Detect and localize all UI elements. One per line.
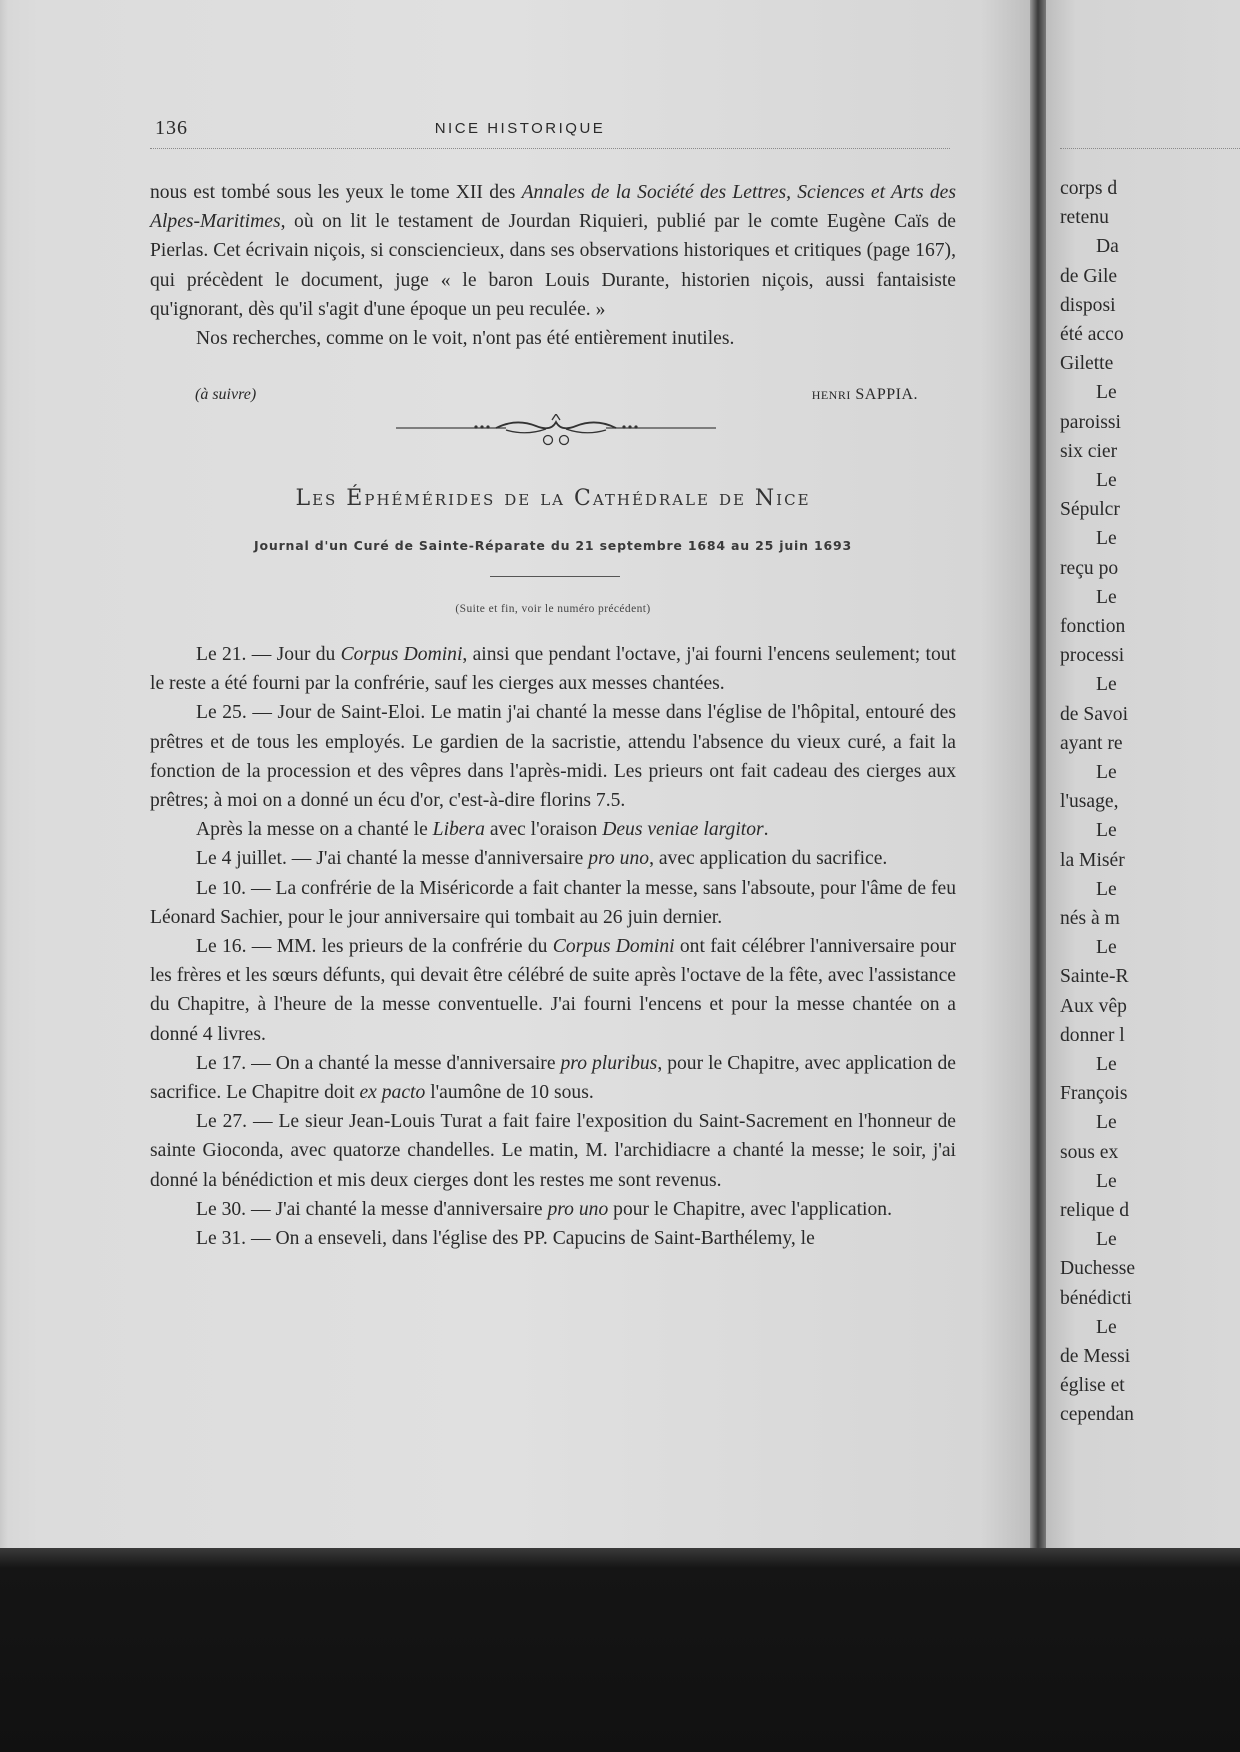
previous-article-paragraph: nous est tombé sous les yeux le tome XII des Annales de la Société des Lettres, Sciences et Arts des Alpes-Maritimes, où on lit le testament de Jourdan Riquieri, publié par le comte Eugène Caïs de Pierlas. Cet écrivain niçois, si consciencieux, dans ses observations historiques et critiques (page 167), qui précèdent le document, juge « le baron Louis Durante, historien niçois, aussi fantaisiste qu'ignorant, dès qu'il s'agit d'une époque un peu reculée. »: [150, 182, 956, 320]
journal-entry: Le 17. — On a chanté la messe d'anniversaire pro pluribus, pour le Chapitre, avec application de sacrifice. Le Chapitre doit ex pacto l'aumône de 10 sous.: [150, 1052, 956, 1104]
right-page-fragment: disposi: [1060, 294, 1116, 316]
right-page-fragment: Le: [1096, 586, 1117, 608]
author-first-name: HENRI: [811, 388, 851, 402]
right-page-fragment: de Gile: [1060, 265, 1118, 287]
right-page-fragment: François: [1060, 1083, 1128, 1105]
right-page-fragment: donner l: [1060, 1024, 1125, 1046]
header-rule: [150, 148, 950, 149]
book-gutter: [1030, 0, 1046, 1560]
right-page-fragment: nés à m: [1060, 908, 1120, 929]
right-page-fragment: paroissi: [1060, 411, 1121, 433]
right-page-fragment: Le: [1096, 1112, 1117, 1134]
journal-entry: Le 4 juillet. — J'ai chanté la messe d'anniversaire pro uno, avec application du sacrifice.: [196, 848, 888, 870]
right-page-fragment: Le: [1096, 470, 1117, 491]
journal-entry: Après la messe on a chanté le Libera avec l'oraison Deus veniae largitor.: [196, 819, 769, 841]
journal-entry: Le 16. — MM. les prieurs de la confrérie du Corpus Domini ont fait célébrer l'anniversaire pour les frères et les sœurs défunts, qui devait être célébré de suite après l'octave de la fête, avec l'assistance du Chapitre, à l'heure de la messe conventuelle. J'ai fourni l'encens et pour la messe chantée on a donné 4 livres.: [150, 936, 956, 1045]
right-page-fragment: bénédicti: [1060, 1287, 1132, 1309]
right-page-fragment: Sépulcr: [1060, 499, 1120, 521]
right-page-fragment: Le: [1096, 1316, 1117, 1338]
running-head: NICE HISTORIQUE: [434, 120, 606, 137]
right-page-fragment: de Savoi: [1060, 703, 1129, 725]
previous-article-text: [150, 178, 956, 353]
author-signature: [700, 386, 918, 404]
right-page-fragment: de Messi: [1060, 1346, 1131, 1367]
right-page-fragment: Duchesse: [1060, 1258, 1136, 1280]
title-rule: [490, 576, 620, 577]
right-page-fragment: Da: [1096, 236, 1119, 258]
right-page-fragment: Sainte-R: [1060, 966, 1129, 988]
ornament-divider-icon: [396, 414, 716, 448]
right-page-fragment: été acco: [1060, 324, 1124, 345]
journal-entry: Le 10. — La confrérie de la Miséricorde a fait chanter la messe, sans l'absoute, pour l'âme de feu Léonard Sachier, pour le jour anniversaire qui tombait au 26 juin dernier.: [150, 877, 956, 928]
right-page-fragment: Le: [1096, 878, 1117, 900]
right-page-fragment: Aux vêp: [1060, 995, 1127, 1017]
right-page-fragment: Le: [1096, 937, 1117, 959]
right-page-fragment: Le: [1096, 382, 1117, 404]
right-page-fragment: Le: [1096, 1054, 1117, 1075]
journal-entries: [150, 640, 956, 1253]
to-be-continued: (à suivre): [195, 386, 257, 403]
journal-entry: Le 25. — Jour de Saint-Eloi. Le matin j'ai chanté la messe dans l'église de l'hôpital, entouré des prêtres et de tous les employés. Le gardien de la sacristie, attendu l'absence du vieux curé, a fait la fonction de la procession et des vêpres dans l'après-midi. Les prieurs ont fait cadeau des cierges aux prêtres; à moi on a donné un écu d'or, c'est-à-dire florins 7.5.: [150, 702, 956, 812]
article-title: Les Éphémérides de la Cathédrale de Nice: [295, 486, 811, 511]
right-page-fragment: Le: [1096, 674, 1117, 696]
continuation-note: (Suite et fin, voir le numéro précédent): [455, 603, 651, 615]
right-page-fragment: Le: [1096, 762, 1117, 783]
right-page-fragment: église et: [1060, 1375, 1125, 1397]
journal-entry: Le 31. — On a enseveli, dans l'église des PP. Capucins de Saint-Barthélemy, le: [196, 1228, 815, 1250]
article-subtitle: Journal d'un Curé de Sainte-Réparate du 21 septembre 1684 au 25 juin 1693: [254, 538, 852, 553]
right-page-fragment: Le: [1096, 1229, 1117, 1251]
right-page-fragment: ayant re: [1060, 732, 1123, 754]
journal-entry: Le 21. — Jour du Corpus Domini, ainsi que pendant l'octave, j'ai fourni l'encens seulement; tout le reste a été fourni par la confrérie, sauf les cierges aux messes chantées.: [150, 644, 956, 695]
right-page-fragment: Le: [1096, 820, 1117, 842]
right-page-fragment: l'usage,: [1060, 791, 1119, 813]
right-page-fragment: corps d: [1060, 178, 1118, 199]
right-page-fragment: fonction: [1060, 616, 1126, 637]
right-page-fragment: la Misér: [1060, 849, 1125, 871]
right-page-fragment: Gilette: [1060, 353, 1114, 375]
page-number: 136: [155, 117, 188, 139]
right-page-fragment: relique d: [1060, 1200, 1130, 1221]
right-page-text-fragments: [1058, 0, 1240, 1550]
right-page-fragment: six cier: [1060, 440, 1118, 462]
right-page-fragment: processi: [1060, 645, 1125, 667]
right-page-fragment: reçu po: [1060, 557, 1119, 579]
author-last-name: SAPPIA.: [855, 386, 918, 403]
journal-entry: Le 30. — J'ai chanté la messe d'anniversaire pro uno pour le Chapitre, avec l'application.: [196, 1198, 892, 1220]
journal-entry: Le 27. — Le sieur Jean-Louis Turat a fait faire l'exposition du Saint-Sacrement en l'honneur de sainte Gioconda, avec quatorze chandelles. Le matin, M. l'archidiacre a chanté la messe; le soir, j'ai donné la bénédiction et mis deux cierges dont les restes me sont revenus.: [150, 1111, 956, 1191]
right-page-fragment: Le: [1096, 1170, 1117, 1192]
right-page-fragment: sous ex: [1060, 1141, 1119, 1163]
right-page-fragment: Le: [1096, 528, 1117, 550]
scan-background: [0, 1548, 1240, 1752]
right-page-fragment: retenu: [1060, 207, 1109, 229]
right-page-fragment: cependan: [1060, 1404, 1134, 1426]
previous-article-paragraph: Nos recherches, comme on le voit, n'ont pas été entièrement inutiles.: [196, 328, 735, 350]
